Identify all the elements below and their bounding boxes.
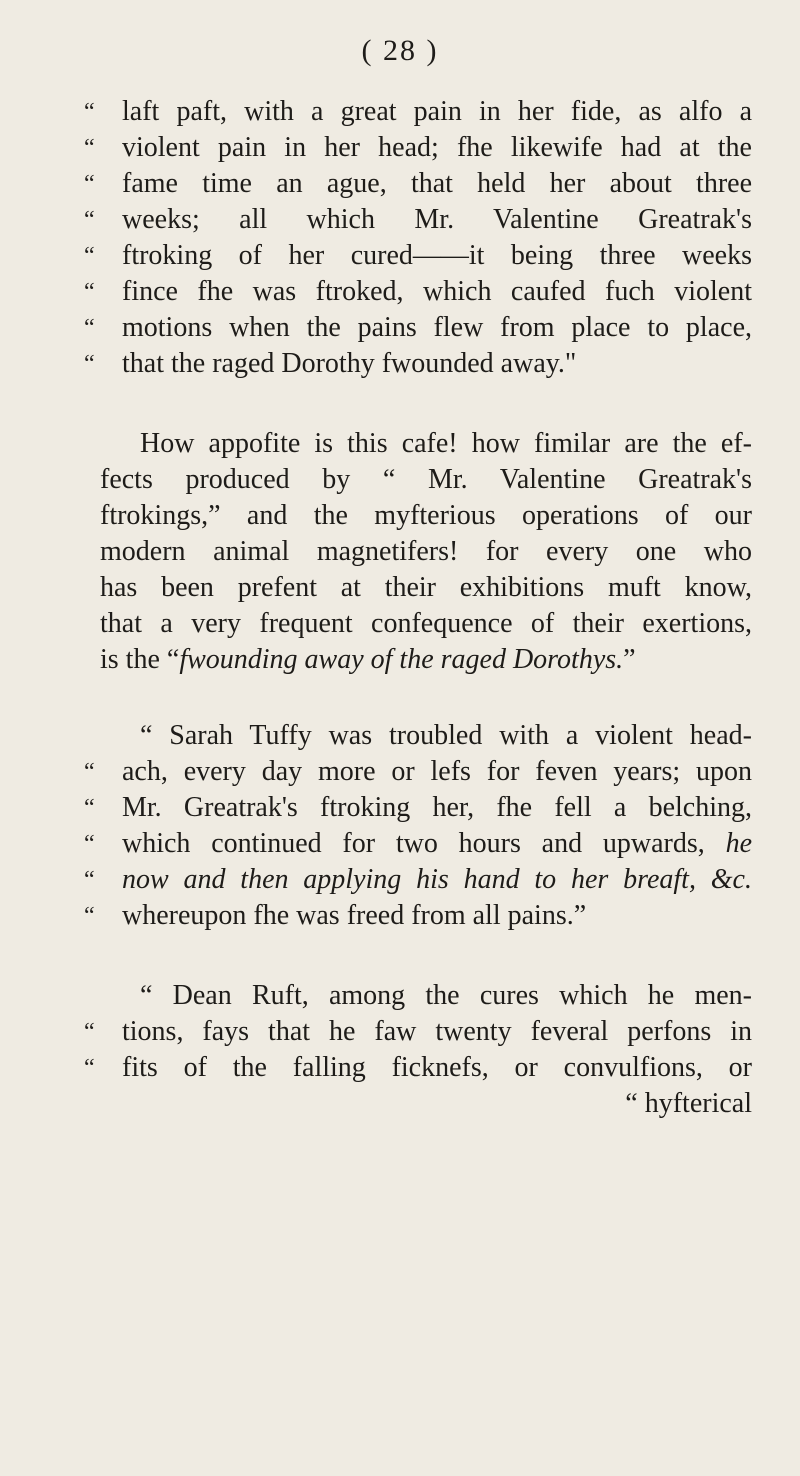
quote-mark: “ xyxy=(84,1019,95,1045)
italic-word: he xyxy=(725,828,752,859)
text-line: that the raged Dorothy fwounded away." xyxy=(122,348,577,379)
catchword: “ hyfterical xyxy=(625,1088,752,1119)
text-line: fects produced by “ Mr. Valentine Greatrak's xyxy=(100,464,752,495)
text-line: tions, fays that he faw twenty feveral perfons in xyxy=(122,1016,752,1047)
quote-mark: “ xyxy=(84,759,95,785)
quote-mark: “ xyxy=(84,171,95,197)
text-line: whereupon fhe was freed from all pains.” xyxy=(122,900,587,931)
quote-mark: “ xyxy=(84,279,95,305)
text-line: weeks; all which Mr. Valentine Greatrak's xyxy=(122,204,752,235)
text-run: which continued for two hours and upwards, xyxy=(122,828,705,859)
text-line: How appofite is this cafe! how fimilar are the ef- xyxy=(140,428,752,459)
italic-phrase: now and then applying his hand to her breaft, xyxy=(122,864,696,895)
page-number: ( 28 ) xyxy=(361,34,439,67)
quote-mark: “ xyxy=(84,831,95,857)
quote-mark: “ xyxy=(84,795,95,821)
text-line: “ Sarah Tuffy was troubled with a violent head- xyxy=(140,720,752,751)
text-line: “ Dean Ruft, among the cures which he men- xyxy=(140,980,752,1011)
quote-mark: “ xyxy=(84,351,95,377)
text-line: fince fhe was ftroked, which caufed fuch violent xyxy=(122,276,752,307)
quote-mark: “ xyxy=(84,207,95,233)
text-line: ftroking of her cured——it being three weeks xyxy=(122,240,752,271)
text-line xyxy=(122,826,752,862)
text-line: ach, every day more or lefs for feven years; upon xyxy=(122,756,752,787)
text-line: that a very frequent confequence of their exertions, xyxy=(100,608,752,639)
text-line: has been prefent at their exhibitions muft know, xyxy=(100,572,752,603)
text-line: modern animal magnetifers! for every one who xyxy=(100,536,752,567)
text-line: motions when the pains flew from place to place, xyxy=(122,312,752,343)
quote-mark: “ xyxy=(84,1055,95,1081)
text-line: violent pain in her head; fhe likewife had at the xyxy=(122,132,752,163)
text-line: fits of the falling ficknefs, or convulfions, or xyxy=(122,1052,752,1083)
text-run: ” xyxy=(623,644,636,675)
quote-mark: “ xyxy=(84,135,95,161)
text-line: fame time an ague, that held her about three xyxy=(122,168,752,199)
text-line: ftrokings,” and the myfterious operations of our xyxy=(100,500,752,531)
text-line: laft paft, with a great pain in her fide, as alfo a xyxy=(122,96,752,127)
italic-phrase: fwounding away of the raged Dorothys. xyxy=(179,644,624,675)
text-line: Mr. Greatrak's ftroking her, fhe fell a belching, xyxy=(122,792,752,823)
etc-mark: &c. xyxy=(710,864,752,895)
quote-mark: “ xyxy=(84,315,95,341)
text-line xyxy=(100,642,752,678)
quote-mark: “ xyxy=(84,99,95,125)
quote-mark: “ xyxy=(84,903,95,929)
text-run: is the “ xyxy=(100,644,180,675)
quote-mark: “ xyxy=(84,243,95,269)
quote-mark: “ xyxy=(84,867,95,893)
text-line xyxy=(122,862,752,898)
